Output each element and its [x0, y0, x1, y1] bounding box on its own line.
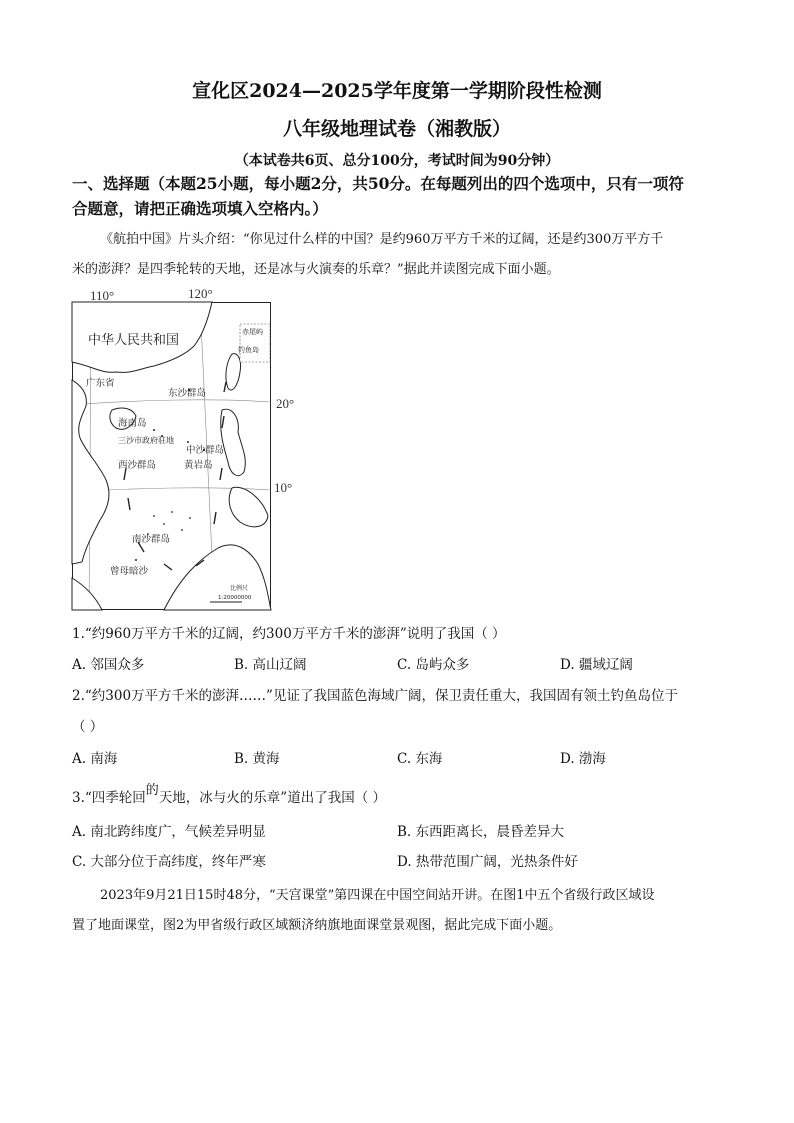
map-label-scale-title: 比例尺	[230, 585, 249, 592]
exam-subtitle: 八年级地理试卷（湘教版）	[282, 118, 511, 140]
intro-line2: 米的澎湃？是四季轮转的天地，还是冰与火演奏的乐章？”据此并读图完成下面小题。	[72, 262, 560, 277]
question-2-option-a: A. 南海	[72, 751, 118, 767]
intro2-line2: 置了地面课堂，图2为甲省级行政区域额济纳旗地面课堂景观图，据此完成下面小题。	[72, 918, 562, 933]
map-label-zhongsha: 中沙群岛	[186, 445, 225, 456]
lon-label-110: 110°	[90, 288, 115, 303]
question-2-stem-cont: （ ）	[72, 719, 104, 735]
question-1-option-d: D. 疆域辽阔	[560, 657, 633, 673]
map-label-nansha: 南沙群岛	[132, 534, 171, 545]
exam-note: （本试卷共6页、总分100分，考试时间为90分钟）	[234, 153, 560, 169]
map-label-chiwei: 赤尾屿	[242, 328, 263, 336]
question-3-option-d: D. 热带范围广阔，光热条件好	[397, 854, 578, 870]
exam-title: 宣化区2024—2025学年度第一学期阶段性检测	[192, 80, 602, 102]
map-label-huangyan: 黄岩岛	[184, 460, 213, 471]
question-1-option-c: C. 岛屿众多	[397, 657, 470, 673]
map-label-xisha: 西沙群岛	[118, 460, 157, 471]
map-label-country: 中华人民共和国	[88, 333, 180, 348]
question-1-stem: 1.“约960万平方千米的辽阔，约300万平方千米的澎湃”说明了我国（ ）	[72, 626, 506, 642]
question-3-stem-b: 天地，冰与火的乐章”道出了我国（ ）	[158, 790, 387, 806]
question-3-stem-a: 3.“四季轮回	[72, 790, 146, 806]
question-3-stem	[72, 783, 387, 806]
taiwan-island	[226, 354, 241, 390]
question-2-stem: 2.“约300万平方千米的澎湃……”见证了我国蓝色海域广阔，保卫责任重大，我国固有领土钓鱼岛位于	[72, 688, 678, 704]
parallel-20	[72, 400, 271, 405]
question-1-option-b: B. 高山辽阔	[234, 657, 307, 673]
question-2-option-b: B. 黄海	[234, 751, 280, 767]
question-2-option-d: D. 渤海	[560, 751, 606, 767]
question-2-option-c: C. 东海	[397, 751, 443, 767]
lat-label-10: 10°	[274, 480, 293, 495]
philippines	[221, 409, 246, 475]
map-label-guangdong: 广东省	[86, 378, 115, 389]
question-3-option-b: B. 东西距离长，晨昏差异大	[397, 824, 565, 840]
question-3-option-a: A. 南北跨纬度广，气候差异明显	[72, 824, 266, 840]
intro2-line1: 2023年9月21日15时48分，“天宫课堂”第四课在中国空间站开讲。在图1中五个省级行政区域设	[100, 888, 655, 903]
lon-label-120: 120°	[188, 286, 213, 301]
lat-label-20: 20°	[276, 396, 295, 411]
map-label-diaoyu: 钓鱼岛	[238, 346, 259, 354]
map-label-zengmu: 曾母暗沙	[110, 566, 149, 577]
section-heading-line2: 合题意，请把正确选项填入空格内。）	[72, 199, 328, 218]
map-label-hainan: 海南岛	[118, 418, 147, 429]
question-3-stem-small: 的	[145, 783, 159, 798]
question-3-option-c: C. 大部分位于高纬度，终年严寒	[72, 854, 266, 870]
section-heading-line1: 一、选择题（本题25小题，每小题2分，共50分。在每题列出的四个选项中，只有一项符	[72, 174, 684, 193]
map-label-scale-value: 1:20000000	[218, 595, 252, 601]
map-label-sansha: 三沙市政府驻地	[118, 436, 174, 445]
intro-line1: 《航拍中国》片头介绍：“你见过什么样的中国？是约960万平方千米的辽阔，还是约300万平方千	[100, 232, 664, 247]
map-label-dongsha: 东沙群岛	[168, 388, 207, 399]
philippines-south	[229, 487, 268, 526]
malay-coast	[72, 578, 102, 610]
question-1-option-a: A. 邻国众多	[72, 657, 145, 673]
